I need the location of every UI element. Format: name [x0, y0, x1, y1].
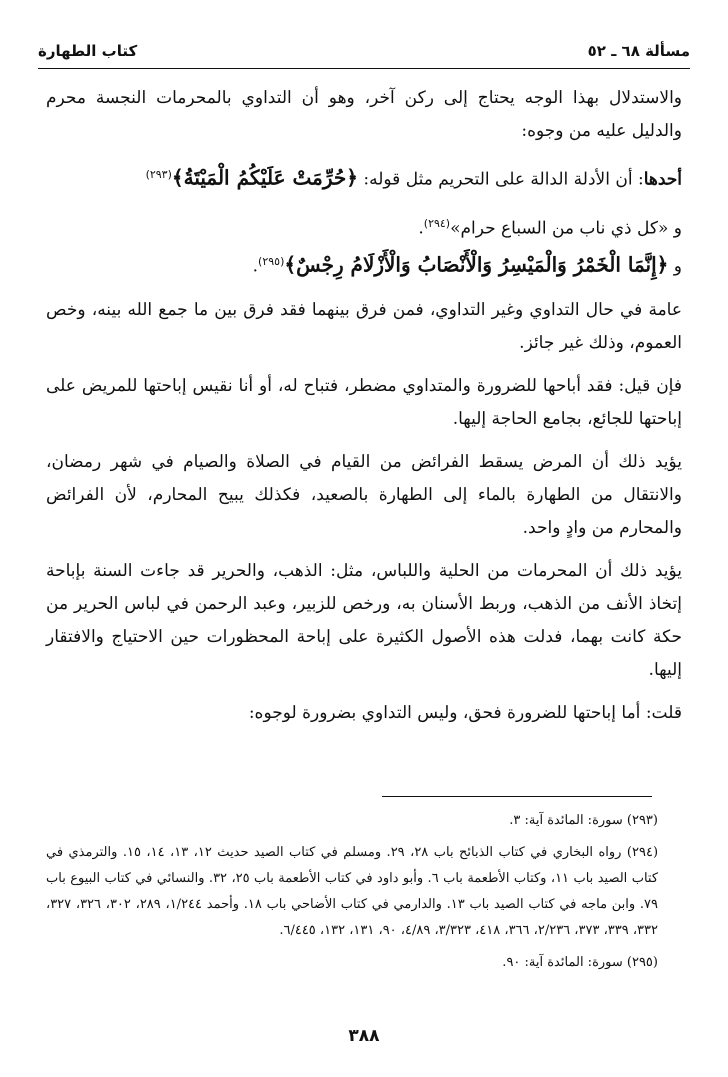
- paragraph: عامة في حال التداوي وغير التداوي، فمن فرق بينهما فقد فرق بين ما جمع الله بينه، وخص العموم، وذلك غير جائز.: [46, 299, 682, 353]
- book-section-title: كتاب الطهارة: [38, 42, 138, 60]
- paragraph-text: و: [668, 256, 682, 277]
- footnote: (٢٩٥) سورة: المائدة آية: ٩٠.: [502, 955, 658, 970]
- hadith-text: و «كل ذي ناب من السباع حرام»: [450, 218, 682, 239]
- paragraph: يؤيد ذلك أن المرض يسقط الفرائض من القيام في الصلاة والصيام في شهر رمضان، والانتقال من الطهارة بالماء إلى الطهارة بالصعيد، فكذلك يبيح المحارم، لأن الفرائض والمحارم من وادٍ واحد.: [46, 451, 682, 538]
- header-divider: [38, 68, 690, 69]
- main-text: [46, 82, 682, 740]
- running-header: [38, 38, 690, 66]
- page-number: ٣٨٨: [348, 1026, 380, 1046]
- paragraph: و «كل ذي ناب من السباع حرام»$^{(٢٩٤)}$.: [418, 216, 682, 239]
- paragraph-text: : أن الأدلة الدالة على التحريم مثل قوله:: [357, 169, 644, 190]
- footnote-reference[interactable]: (٢٩٤): [423, 216, 451, 230]
- footnotes: [46, 808, 658, 982]
- paragraph: قلت: أما إباحتها للضرورة فحق، وليس التداوي بضرورة لوجوه:: [248, 702, 682, 723]
- footnote-divider: [382, 796, 652, 797]
- paragraph: يؤيد ذلك أن المحرمات من الحلية واللباس، مثل: الذهب، والحرير قد جاءت السنة بإباحة إتخاذ الأنف من الذهب، وربط الأسنان به، ورخص للزبير، وعبد الرحمن في لباس الحرير من حكة كانت بهما، فدلت هذه الأصول الكثيرة على إباحة المحظورات حين الاحتياج والافتقار إليها.: [46, 560, 682, 680]
- paragraph: و ﴿إِنَّمَا الْخَمْرُ وَالْمَيْسِرُ وَالْأَنْصَابُ وَالْأَزْلَامُ رِجْسٌ﴾$^{(٢٩٥)}$.: [252, 252, 682, 277]
- footnote: (٢٩٤) رواه البخاري في كتاب الذبائح باب ٢٨، ٢٩. ومسلم في كتاب الصيد حديث ١٢، ١٣، ١٤، ١٥. والترمذي في كتاب الصيد باب ١١، وكتاب الأطعمة باب ٦. وأبو داود في كتاب الأطعمة باب ٢٥، ٣٢. والنسائي في كتاب البيوع باب ٧٩. وابن ماجه في كتاب الصيد باب ١٣. والدارمي في كتاب الأضاحي باب ١٨. وأحمد ١/٢٤٤، ٢٨٩، ٣٠٢، ٣٢٦، ٣٢٧، ٣٣٢، ٣٣٩، ٣٧٣، ٢/٢٣٦، ٣٦٦، ٤١٨، ٣/٣٢٣، ٤/٨٩، ٩٠، ١٣١، ١٣٢، ٦/٤٤٥.: [46, 845, 659, 938]
- issue-title: مسألة ٦٨ ـ ٥٢: [587, 42, 690, 60]
- paragraph: والاستدلال بهذا الوجه يحتاج إلى ركن آخر، وهو أن التداوي بالمحرمات النجسة محرم والدليل عليه من وجوه:: [46, 88, 682, 141]
- footnote-reference[interactable]: (٢٩٥): [258, 255, 285, 269]
- paragraph: [46, 158, 682, 197]
- quran-verse: ﴿إِنَّمَا الْخَمْرُ وَالْمَيْسِرُ وَالْأَنْصَابُ وَالْأَزْلَامُ رِجْسٌ﴾: [284, 252, 669, 277]
- lead-word: أحدها: [643, 169, 682, 190]
- footnote-reference[interactable]: (٢٩٣): [145, 168, 172, 181]
- quran-verse: ﴿حُرِّمَتْ عَلَيْكُمُ الْمَيْتَةُ﴾: [171, 165, 358, 190]
- footnote: (٢٩٣) سورة: المائدة آية: ٣.: [509, 813, 658, 828]
- paragraph: فإن قيل: فقد أباحها للضرورة والمتداوي مضطر، فتباح له، أو أنا نقيس إباحتها للمريض على إباحتها للجائع، بجامع الحاجة إليها.: [46, 375, 682, 429]
